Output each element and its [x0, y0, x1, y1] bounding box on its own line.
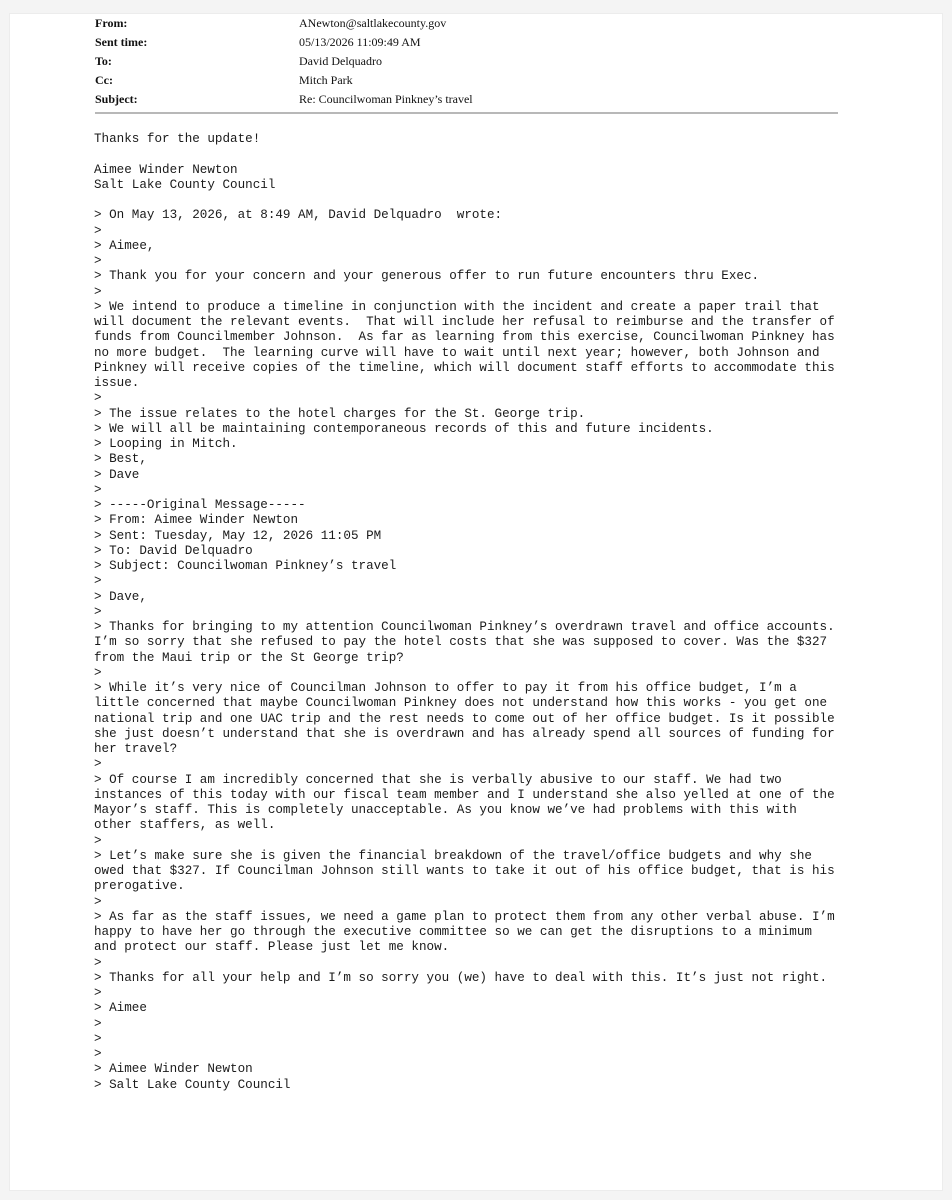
body-line: > To: David Delquadro [94, 543, 253, 558]
body-line: > Salt Lake County Council [94, 1077, 291, 1092]
body-line: > Aimee [94, 1001, 147, 1016]
body-line: issue. [94, 376, 140, 390]
to-label: To: [95, 54, 112, 68]
body-line: > [94, 391, 102, 406]
body-line: > [94, 1016, 102, 1031]
body-line: > [94, 955, 102, 970]
body-line: > Aimee, [94, 238, 155, 253]
sent-time-value: 05/13/2026 11:09:49 AM [299, 35, 421, 49]
body-line: will document the relevant events. That will include her refusal to reimburse and the transfer of [94, 315, 835, 329]
body-line: > As far as the staff issues, we need a game plan to protect them from any other verbal abuse. I’m [94, 909, 835, 924]
body-line: Thanks for the update! [94, 132, 261, 146]
body-line: Aimee Winder Newton [94, 162, 238, 177]
body-line: funds from Councilmember Johnson. As far as learning from this exercise, Councilwoman Pinkney has [94, 330, 835, 345]
from-value: ANewton@saltlakecounty.gov [299, 16, 447, 30]
body-line: Pinkney will receive copies of the timeline, which will document staff efforts to accommodate this [94, 360, 835, 375]
body-line: > [94, 757, 102, 772]
body-line [94, 193, 854, 208]
body-line: her travel? [94, 742, 178, 756]
subject-row [95, 90, 839, 109]
body-line: I’m so sorry that she refused to pay the hotel costs that she was supposed to cover. Was the $327 [94, 635, 828, 650]
to-row [95, 52, 839, 71]
body-line: > -----Original Message----- [94, 498, 306, 512]
subject-value: Re: Councilwoman Pinkney’s travel [299, 92, 473, 106]
body-line: > [94, 604, 102, 619]
body-line: owed that $327. If Councilman Johnson still wants to take it out of his office budget, that is his [94, 864, 835, 878]
body-line: > Looping in Mitch. [94, 437, 238, 451]
body-line: > Best, [94, 452, 147, 467]
body-line: and protect our staff. Please just let me know. [94, 940, 450, 955]
body-line: > From: Aimee Winder Newton [94, 513, 299, 528]
body-line: > [94, 574, 102, 589]
body-line: > [94, 284, 102, 299]
body-line: > Of course I am incredibly concerned that she is verbally abusive to our staff. We had two [94, 772, 782, 787]
email-body [94, 132, 854, 1093]
body-line: > [94, 1047, 102, 1061]
from-row [95, 14, 839, 33]
body-line: Mayor’s staff. This is completely unacceptable. As you know we’ve had problems with this with [94, 803, 797, 817]
cc-row [95, 71, 839, 90]
body-line: > On May 13, 2026, at 8:49 AM, David Delquadro wrote: [94, 208, 503, 223]
header-divider [95, 112, 838, 114]
body-line: prerogative. [94, 879, 185, 894]
body-line: > Dave [94, 467, 140, 482]
body-line: instances of this today with our fiscal team member and I understand she also yelled at one of the [94, 787, 835, 802]
body-line: she just doesn’t understand that she is overdrawn and has already spend all sources of funding for [94, 726, 835, 741]
body-line: > Let’s make sure she is given the financial breakdown of the travel/office budgets and why she [94, 848, 812, 863]
cc-label: Cc: [95, 73, 113, 87]
body-line: > [94, 1031, 102, 1046]
body-line: > [94, 986, 102, 1000]
subject-label: Subject: [95, 92, 138, 106]
body-line: no more budget. The learning curve will have to wait until next year; however, both Johnson and [94, 345, 820, 360]
body-line: > [94, 482, 102, 497]
body-line: little concerned that maybe Councilwoman Pinkney does not understand how this works - you get one [94, 696, 828, 711]
to-value: David Delquadro [299, 54, 382, 68]
body-line: > [94, 223, 102, 238]
body-line: > Thank you for your concern and your generous offer to run future encounters thru Exec. [94, 269, 760, 284]
email-header [95, 14, 839, 109]
body-line: > Thanks for bringing to my attention Councilwoman Pinkney’s overdrawn travel and office accounts. [94, 620, 835, 634]
body-line: happy to have her go through the executive committee so we can get the disruptions to a minimum [94, 925, 812, 939]
body-line: > The issue relates to the hotel charges for the St. George trip. [94, 406, 586, 421]
body-line: > [94, 833, 102, 848]
body-line: > Dave, [94, 589, 147, 604]
body-line [94, 147, 854, 162]
body-line: > We intend to produce a timeline in conjunction with the incident and create a paper trail that [94, 299, 820, 314]
sent-time-label: Sent time: [95, 35, 148, 49]
body-line: > We will all be maintaining contemporaneous records of this and future incidents. [94, 421, 714, 436]
from-label: From: [95, 16, 128, 30]
body-line: > [94, 665, 102, 680]
body-line: > Sent: Tuesday, May 12, 2026 11:05 PM [94, 528, 382, 543]
sent-time-row [95, 33, 839, 52]
body-line: other staffers, as well. [94, 818, 276, 833]
body-line: > [94, 894, 102, 909]
body-line: national trip and one UAC trip and the rest needs to come out of her office budget. Is it possible [94, 711, 835, 726]
body-line: > Thanks for all your help and I’m so sorry you (we) have to deal with this. It’s just not right. [94, 970, 828, 985]
body-line: > [94, 254, 102, 268]
body-line: Salt Lake County Council [94, 177, 276, 192]
body-line: from the Maui trip or the St George trip? [94, 650, 404, 665]
body-line: > Subject: Councilwoman Pinkney’s travel [94, 559, 397, 573]
cc-value: Mitch Park [299, 73, 353, 87]
body-line: > Aimee Winder Newton [94, 1062, 253, 1077]
body-line: > While it’s very nice of Councilman Johnson to offer to pay it from his office budget, I’m a [94, 681, 797, 695]
